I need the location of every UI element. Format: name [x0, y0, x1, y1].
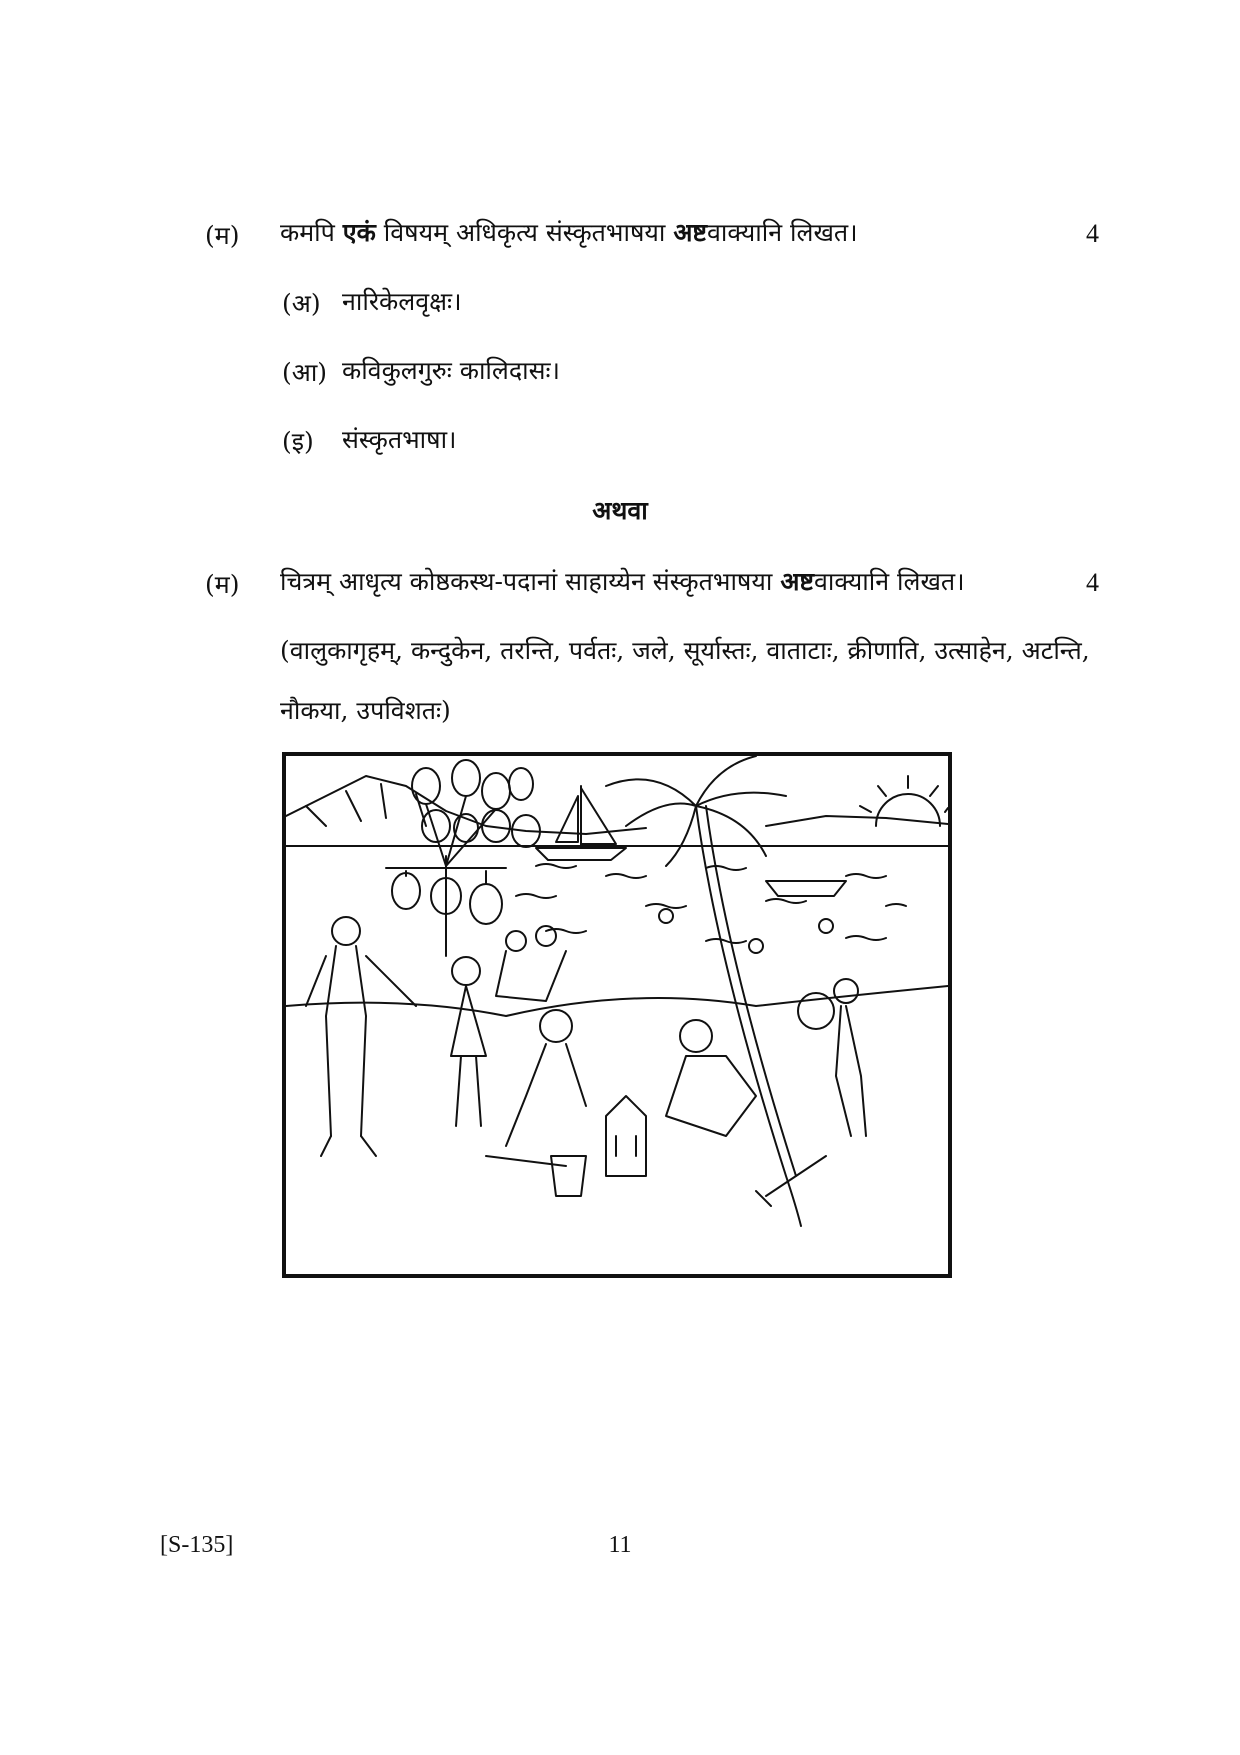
question-1-text — [280, 216, 858, 250]
rowboat — [766, 881, 846, 896]
question-1-text-part-a: कमपि — [280, 218, 343, 247]
sailboat — [536, 786, 626, 860]
question-1-label: (म) — [205, 221, 240, 250]
seated-couple — [496, 926, 566, 1001]
question-2-text-part-a: चित्रम् आधृत्य कोष्ठकस्थ-पदानां साहाय्येन संस्कृतभाषया — [280, 567, 781, 596]
option-a-text: नारिकेलवृक्षः। — [342, 287, 462, 316]
question-1-marks: 4 — [1086, 219, 1099, 248]
question-2-marks: 4 — [1086, 568, 1099, 597]
balloon-seller — [306, 917, 416, 1156]
swimmer-1 — [659, 909, 673, 923]
question-1-bold-word-1: एकं — [342, 218, 376, 247]
sand-castle — [606, 1096, 646, 1176]
page-number: 11 — [608, 1532, 632, 1558]
question-1-bold-word-2: अष्ट — [673, 218, 708, 247]
word-list-line-1: (वालुकागृहम्, कन्दुकेन, तरन्ति, पर्वतः, जले, सूर्यास्तः, वाताटाः, क्रीणाति, उत्साहेन, अटन्ति, — [280, 636, 1090, 665]
word-list-line-2: नौकया, उपविशतः) — [280, 696, 451, 725]
question-2-text-part-b: वाक्यानि लिखत। — [814, 567, 965, 596]
boy-building-sandcastle — [486, 1010, 586, 1166]
question-2-text — [280, 565, 965, 599]
question-2-bold-word: अष्ट — [780, 567, 815, 596]
bucket — [551, 1156, 586, 1196]
or-separator: अथवा — [592, 496, 648, 525]
option-aa-text: कविकुलगुरुः कालिदासः। — [342, 356, 561, 385]
option-a-label: (अ) — [282, 289, 321, 318]
girl-figure — [451, 957, 486, 1126]
girl-sitting — [666, 1020, 756, 1136]
swimmer-3 — [819, 919, 833, 933]
question-1-text-part-c: वाक्यानि लिखत। — [707, 218, 858, 247]
option-i-text: संस्कृतभाषा। — [342, 425, 457, 454]
option-i-label: (इ) — [282, 427, 314, 456]
boy-with-ball — [798, 979, 866, 1136]
question-2-label: (म) — [205, 570, 240, 599]
beach-scene-illustration — [282, 752, 952, 1278]
beach-scene-drawing — [286, 756, 948, 1274]
swimmer-2 — [749, 939, 763, 953]
option-aa-label: (आ) — [282, 358, 328, 387]
balloon-bunch — [386, 760, 540, 956]
question-1-text-part-b: विषयम् अधिकृत्य संस्कृतभाषया — [375, 218, 674, 247]
paper-code: [S-135] — [160, 1532, 234, 1558]
